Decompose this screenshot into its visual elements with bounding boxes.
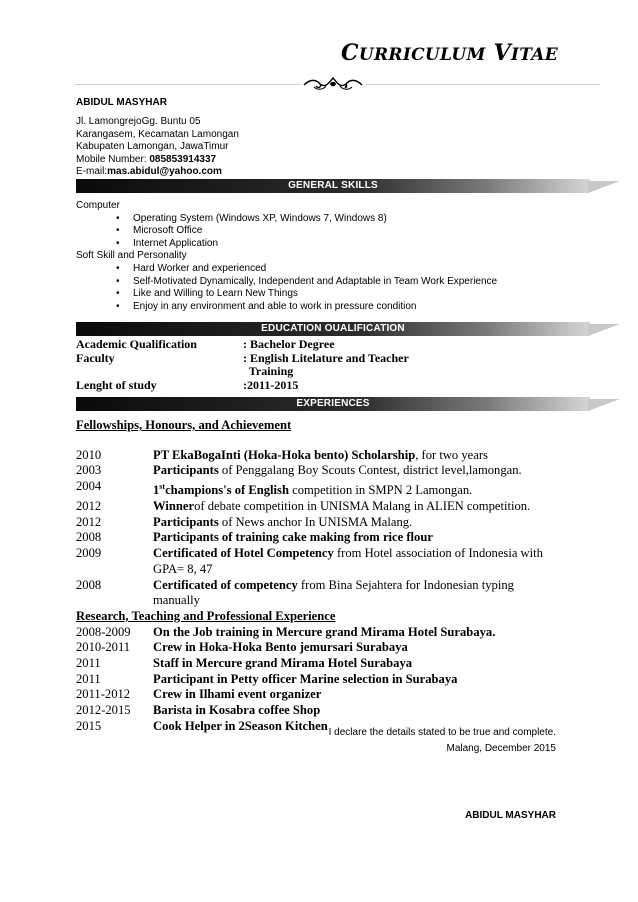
list-item: • Operating System (Windows XP, Windows 7, Windows 8)	[133, 213, 497, 226]
entry-title: Participants	[153, 514, 219, 529]
cv-title	[0, 40, 558, 66]
fellowship-entry	[76, 578, 596, 609]
applicant-name: ABIDUL MASYHAR	[76, 97, 167, 108]
fellowship-entry	[76, 546, 596, 577]
list-item: • Hard Worker and experienced	[133, 263, 497, 276]
fellowship-entry	[76, 530, 596, 546]
section-title-general-skills: GENERAL SKILLS	[288, 180, 378, 191]
entry-detail: of debate competition in UNISMA Malang in ALIEN competition.	[194, 499, 531, 513]
education-value: : Bachelor Degree	[243, 337, 335, 351]
address-line-1: Jl. LamongrejoGg. Buntu 05	[76, 116, 201, 127]
place-date: Malang, December 2015	[446, 743, 556, 754]
mobile-line	[76, 154, 239, 167]
section-title-experiences: EXPERIENCES	[296, 398, 370, 409]
experience-entry	[76, 625, 596, 641]
section-band-education	[76, 322, 590, 336]
email-line	[76, 166, 239, 179]
title-v: V	[493, 40, 511, 66]
experience-entry	[76, 703, 596, 719]
entry-title: Winner	[153, 499, 195, 513]
section-band-experiences	[76, 397, 590, 411]
entry-year: 2011	[76, 656, 101, 671]
fellowships-heading: Fellowships, Honours, and Achievement	[76, 418, 292, 432]
fellowship-entry	[76, 463, 596, 479]
section-title-education: EDUCATION OUALIFICATION	[261, 323, 405, 334]
list-item: • Internet Application	[133, 238, 497, 251]
email-address: mas.abidul@yahoo.com	[107, 166, 222, 178]
declaration-text: I declare the details stated to be true and complete.	[328, 727, 556, 738]
experience-entry	[76, 656, 596, 672]
band-tail-education	[588, 324, 620, 336]
skills-block	[76, 200, 497, 313]
entry-title: Participant in Petty officer Marine selection in Surabaya	[153, 671, 458, 686]
entry-title: Participants of training cake making from rice flour	[153, 530, 433, 545]
research-heading: Research, Teaching and Professional Experience	[76, 608, 336, 623]
entry-title: Participants	[153, 463, 219, 478]
entry-year: 2012	[76, 514, 102, 529]
entry-title: Staff in Mercure grand Mirama Hotel Surabaya	[153, 656, 413, 671]
experience-entry	[76, 687, 596, 703]
entry-year: 2004	[76, 479, 102, 494]
fellowships-section	[76, 418, 596, 735]
entry-title: Crew in Hoka-Hoka Bento jemursari Surabaya	[153, 640, 408, 655]
entry-detail: of News anchor In UNISMA Malang.	[218, 514, 413, 529]
entry-title: Certificated of Hotel Competency	[153, 546, 334, 561]
experience-entry	[76, 640, 596, 656]
list-item: • Like and Willing to Learn New Things	[133, 288, 497, 301]
title-urriculum: URRICULUM	[358, 45, 486, 65]
fellowship-entry	[76, 515, 596, 531]
entry-year: 2011-2012	[76, 687, 131, 702]
band-tail-general-skills	[588, 181, 620, 193]
mobile-number: 085853914337	[149, 153, 217, 165]
education-key: Lenght of study	[76, 377, 157, 392]
band-tail-experiences	[588, 399, 620, 411]
entry-superscript: st	[159, 482, 166, 492]
entry-title-cont: champions's of English	[165, 483, 289, 498]
entry-detail: from Hotel association of Indonesia with GPA= 8, 47	[153, 546, 543, 576]
education-key: Academic Qualification	[76, 337, 197, 351]
title-itae: ITAE	[510, 45, 558, 65]
fellowship-entry	[76, 479, 596, 499]
entry-detail: , for two years	[415, 447, 488, 462]
entry-title: 1	[153, 483, 160, 498]
title-c: C	[341, 40, 359, 66]
list-item: • Microsoft Office	[133, 225, 497, 238]
soft-skills-label: Soft Skill and Personality	[76, 250, 187, 262]
entry-title: Certificated of competency	[153, 577, 298, 592]
entry-year: 2010	[76, 447, 102, 462]
entry-year: 2008	[76, 530, 102, 545]
entry-year: 2012	[76, 499, 102, 513]
entry-year: 2015	[76, 718, 102, 733]
section-band-general-skills	[76, 179, 590, 193]
entry-detail: from Bina Sejahtera for Indonesian typing manually	[153, 577, 514, 608]
entry-title: Barista in Kosabra coffee Shop	[153, 703, 321, 718]
entry-title: Crew in Ilhami event organizer	[153, 687, 322, 702]
experience-entry	[76, 672, 596, 688]
computer-skills-list	[76, 213, 497, 251]
fellowship-entry	[76, 499, 596, 515]
entry-year: 2008-2009	[76, 624, 131, 639]
mobile-label: Mobile Number:	[76, 153, 150, 165]
entry-year: 2010-2011	[76, 640, 131, 655]
entry-year: 2008	[76, 577, 102, 592]
address-line-2: Karangasem, Kecamatan Lamongan	[76, 128, 239, 140]
entry-title: On the Job training in Mercure grand Mirama Hotel Surabaya.	[153, 624, 496, 639]
signature-name: ABIDUL MASYHAR	[465, 810, 556, 821]
education-value: :2011-2015	[243, 377, 299, 392]
education-key: Faculty	[76, 350, 115, 365]
education-value: Training	[243, 364, 294, 378]
flourish-ornament	[300, 75, 366, 93]
education-value: : English Litelature and Teacher	[243, 350, 409, 365]
entry-title: PT EkaBogaInti (Hoka-Hoka bento) Scholarship	[153, 447, 416, 462]
entry-detail: of Penggalang Boy Scouts Contest, district level,lamongan.	[218, 463, 522, 478]
entry-year: 2011	[76, 671, 101, 686]
list-item: • Self-Motivated Dynamically, Independent and Adaptable in Team Work Experience	[133, 276, 497, 289]
fellowship-entry	[76, 448, 596, 464]
entry-year: 2009	[76, 546, 102, 561]
address-line-3: Kabupaten Lamongan, JawaTimur	[76, 141, 229, 153]
contact-block	[76, 116, 239, 179]
soft-skills-list	[76, 263, 497, 313]
list-item: • Enjoy in any environment and able to work in pressure condition	[133, 301, 497, 314]
computer-skills-label: Computer	[76, 200, 120, 211]
entry-title: Cook Helper in 2Season Kitchen	[153, 718, 328, 733]
entry-year: 2003	[76, 463, 102, 478]
entry-year: 2012-2015	[76, 703, 131, 718]
email-label: E-mail:	[76, 166, 108, 178]
entry-detail: competition in SMPN 2 Lamongan.	[288, 483, 473, 498]
